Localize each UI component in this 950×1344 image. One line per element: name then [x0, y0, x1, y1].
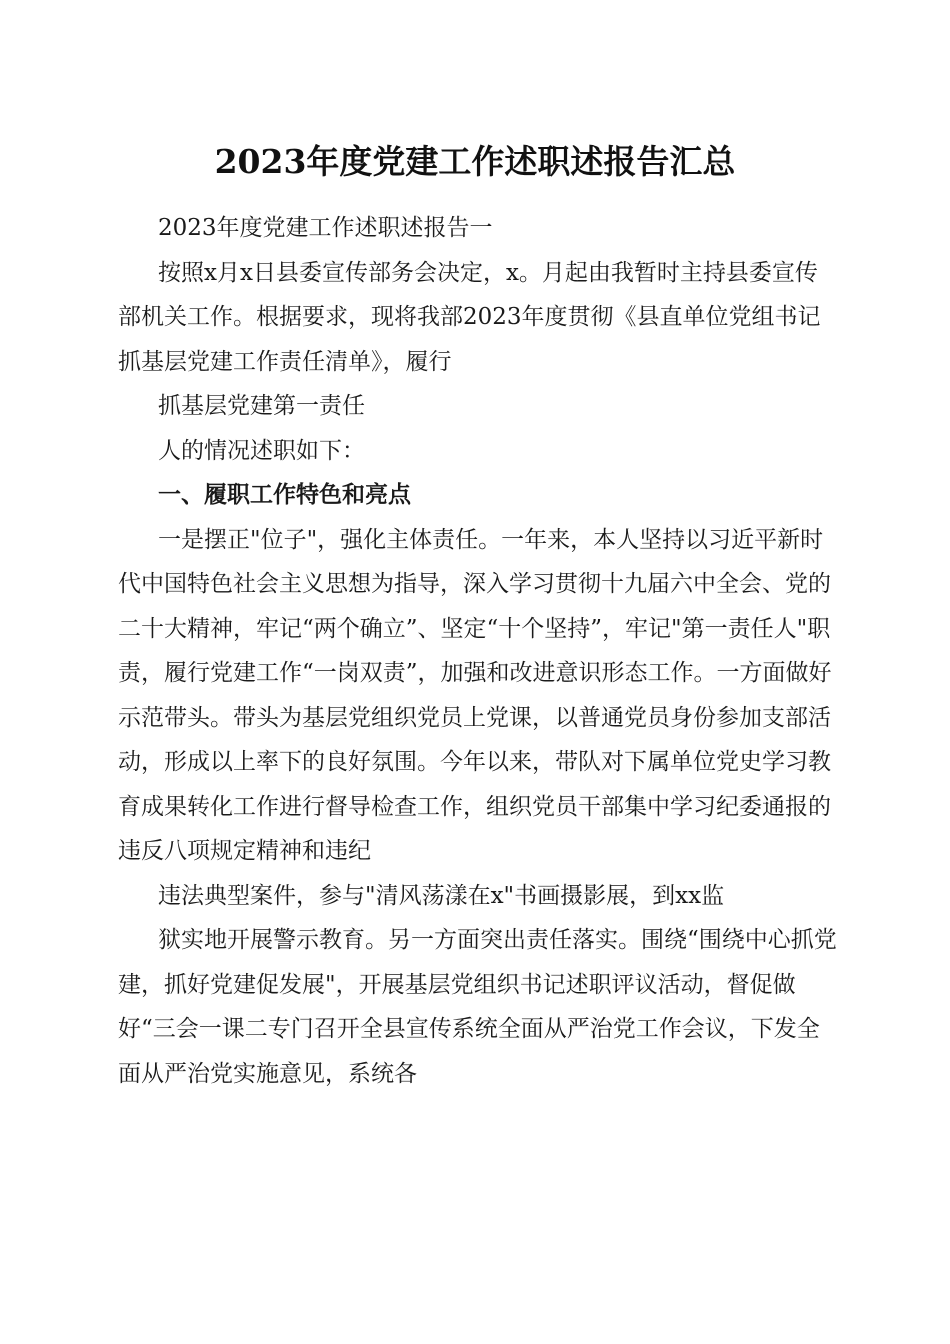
document-title: 2023年度党建工作述职述报告汇总: [214, 142, 736, 181]
document-body: [118, 206, 838, 1096]
section-heading: 一、履职工作特色和亮点: [158, 482, 411, 508]
body-paragraph-2: 违法典型案件，参与"清风荡漾在x"书画摄影展，到xx监: [158, 882, 725, 909]
intro-continuation-2: 人的情况述职如下：: [158, 437, 365, 464]
intro-paragraph: 按照x月x日县委宣传部务会决定，x。月起由我暂时主持县委宣传部机关工作。根据要求，现将我部2023年度贯彻《县直单位党组书记抓基层党建工作责任清单》，履行: [118, 259, 821, 375]
body-paragraph-1: 一是摆正"位子"，强化主体责任。一年来，本人坚持以习近平新时代中国特色社会主义思想为指导，深入学习贯彻十九届六中全会、党的二十大精神，牢记“两个确立”、坚定“十个坚持”，牢记"第一责任人"职责，履行党建工作“一岗双责”，加强和改进意识形态工作。一方面做好示范带头。带头为基层党组织党员上党课，以普通党员身份参加支部活动，形成以上率下的良好氛围。今年以来，带队对下属单位党史学习教育成果转化工作进行督导检查工作，组织党员干部集中学习纪委通报的违反八项规定精神和违纪: [118, 526, 832, 864]
body-paragraph-3: 狱实地开展警示教育。另一方面突出责任落实。围绕“围绕中心抓党建，抓好党建促发展"，开展基层党组织书记述职评议活动，督促做好“三会一课二专门召开全县宣传系统全面从严治党工作会议，下发全面从严治党实施意见，系统各: [118, 927, 837, 1087]
report-subtitle: 2023年度党建工作述职述报告一: [158, 215, 493, 241]
intro-continuation-1: 抓基层党建第一责任: [158, 393, 365, 419]
